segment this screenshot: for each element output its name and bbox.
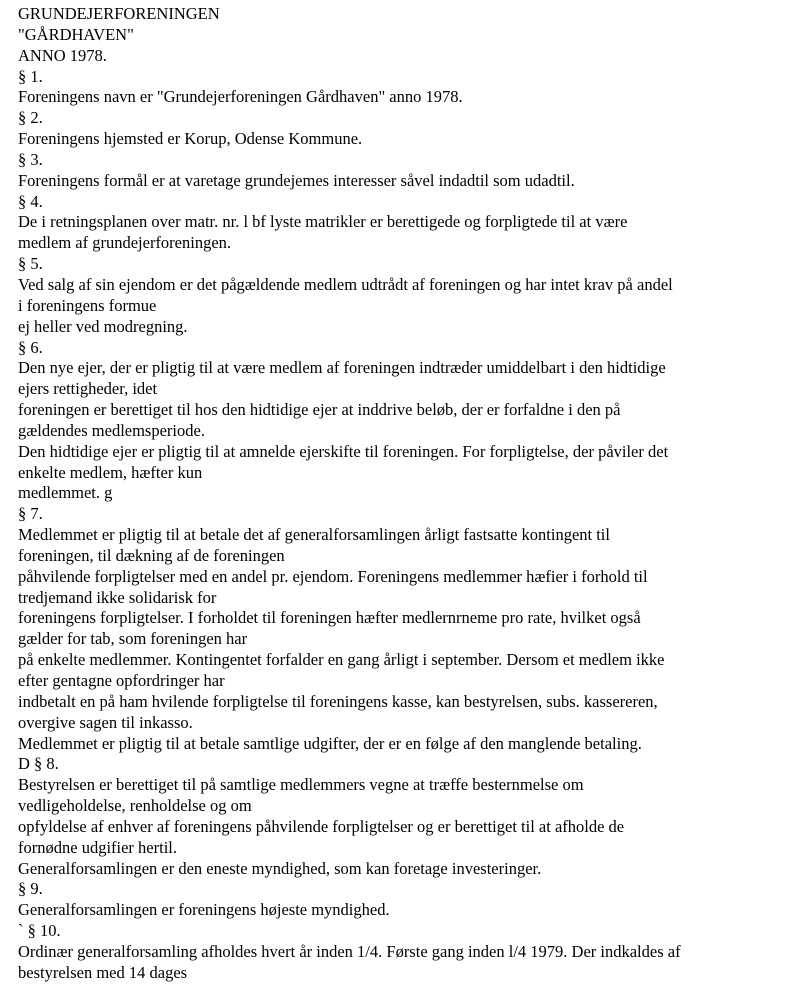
text-line: bestyrelsen med 14 dages [18,962,188,982]
text-line: indbetalt en på ham hvilende forpligtelse til foreningens kasse, kan bestyrelsen, subs. kassereren, [18,691,658,711]
doc-title-line: "GÅRDHAVEN" [18,24,134,44]
text-line: Foreningens hjemsted er Korup, Odense Kommune. [18,129,363,149]
text-line: De i retningsplanen over matr. nr. l bf lyste matrikler er berettigede og forpligtede til at være [18,212,628,232]
section-heading-9: § 9. [18,879,43,899]
text-line: Den hidtidige ejer er pligtig til at amnelde ejerskifte til foreningen. For forpligtelse, der påviler det [18,441,669,461]
text-line: gældendes medlemsperiode. [18,420,205,440]
section-heading-8: D § 8. [18,754,59,774]
text-line: foreningens forpligtelser. I forholdet til foreningen hæfter medlernrneme pro rate, hvilket også [18,608,641,628]
document-body [18,4,798,984]
text-line: Generalforsamlingen er foreningens højeste myndighed. [18,900,390,920]
text-line: Den nye ejer, der er pligtig til at være medlem af foreningen indtræder umiddelbart i den hidtidige [18,358,666,378]
text-line: medlemmet. g [18,483,113,503]
text-line: Medlemmet er pligtig til at betale samtlige udgifter, der er en følge af den manglende betaling. [18,733,642,753]
text-line: på enkelte medlemmer. Kontingentet forfalder en gang årligt i september. Dersom et medlem ikke [18,650,665,670]
text-line: enkelte medlem, hæfter kun [18,462,203,482]
section-heading-3: § 3. [18,149,43,169]
text-line: i foreningens formue [18,295,157,315]
text-line: foreningen, til dækning af de foreningen [18,545,285,565]
section-heading-4: § 4. [18,191,43,211]
text-line: ejers rettigheder, idet [18,379,158,399]
text-line: efter gentagne opfordringer har [18,671,225,690]
text-line: foreningen er berettiget til hos den hidtidige ejer at inddrive beløb, der er forfaldne i den på [18,400,621,420]
text-line: opfyldelse af enhver af foreningens påhvilende forpligtelser og er berettiget til at afholde de [18,816,625,836]
section-heading-7: § 7. [18,504,43,524]
text-line: ej heller ved modregning. [18,316,188,336]
text-line: Foreningens formål er at varetage grundejemes interesser såvel indadtil som udadtil. [18,170,575,190]
doc-title-line: ANNO 1978. [18,45,107,65]
section-heading-1: § 1. [18,66,43,86]
text-line: Ved salg af sin ejendom er det pågældende medlem udtrådt af foreningen og har intet krav på andel [18,274,673,294]
section-heading-5: § 5. [18,254,43,274]
text-line: fornødne udgifier hertil. [18,837,177,857]
text-line: tredjemand ikke solidarisk for [18,587,217,607]
text-line: medlem af grundejerforeningen. [18,233,232,253]
text-line: påhvilende forpligtelser med en andel pr. ejendom. Foreningens medlemmer hæfier i forhold til [18,566,648,586]
text-line: Foreningens navn er "Grundejerforeningen Gårdhaven" anno 1978. [18,87,463,107]
text-line: Ordinær generalforsamling afholdes hvert år inden 1/4. Første gang inden l/4 1979. Der indkaldes af [18,941,681,961]
text-line: Medlemmet er pligtig til at betale det af generalforsamlingen årligt fastsatte kontingent til [18,525,610,545]
text-line: Bestyrelsen er berettiget til på samtlige medlemmers vegne at træffe besternmelse om [18,775,584,795]
section-heading-10: ` § 10. [18,921,61,941]
text-line: gælder for tab, som foreningen har [18,629,248,649]
section-heading-6: § 6. [18,337,43,357]
doc-title-line: GRUNDEJERFORENINGEN [18,4,220,23]
text-line: vedligeholdelse, renholdelse og om [18,796,252,816]
text-line: Generalforsamlingen er den eneste myndighed, som kan foretage investeringer. [18,858,542,878]
text-line: overgive sagen til inkasso. [18,712,193,732]
section-heading-2: § 2. [18,108,43,128]
